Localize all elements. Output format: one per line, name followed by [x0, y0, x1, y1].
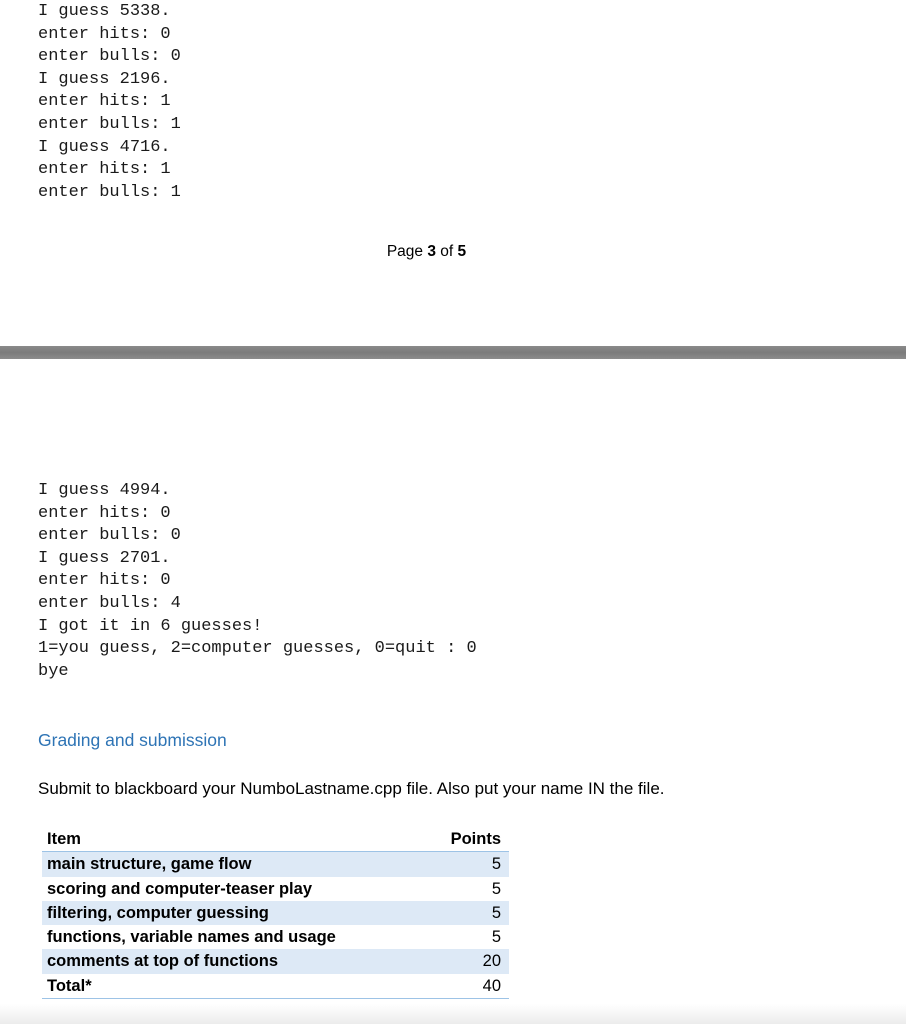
console-output-top — [38, 1, 181, 204]
item-cell: comments at top of functions — [42, 949, 427, 973]
code-line: enter hits: 0 — [38, 571, 171, 591]
code-line: I guess 4994. — [38, 481, 171, 500]
item-cell: Total* — [42, 974, 427, 999]
code-line: I guess 2196. — [38, 69, 171, 89]
page-total: 5 — [457, 243, 467, 260]
code-line: enter hits: 1 — [38, 160, 171, 180]
table-header-row — [42, 827, 509, 852]
code-line: enter bulls: 0 — [38, 526, 181, 546]
page-number-footer — [0, 243, 853, 261]
item-cell: functions, variable names and usage — [47, 928, 336, 947]
code-line: enter bulls: 0 — [38, 47, 181, 67]
code-line: I guess 2701. — [38, 548, 171, 568]
code-line: enter hits: 0 — [38, 503, 171, 523]
item-cell: main structure, game flow — [42, 852, 427, 877]
code-line: I guess 5338. — [38, 2, 171, 21]
points-cell: 5 — [427, 901, 509, 925]
total-row — [42, 974, 509, 999]
table-row — [42, 949, 509, 973]
table-row — [42, 901, 509, 925]
points-cell: 5 — [427, 852, 509, 877]
item-column-header: Item — [42, 827, 427, 852]
points-cell: 20 — [427, 949, 509, 973]
code-line: enter hits: 1 — [38, 92, 171, 112]
code-line: bye — [38, 661, 69, 681]
item-cell: filtering, computer guessing — [42, 901, 427, 925]
code-line: enter hits: 0 — [38, 24, 171, 44]
points-cell: 5 — [491, 928, 501, 947]
console-output-bottom — [38, 480, 477, 683]
code-line: enter bulls: 1 — [38, 114, 181, 134]
item-cell: scoring and computer-teaser play — [47, 879, 312, 898]
points-cell: 40 — [427, 974, 509, 999]
section-heading: Grading and submission — [38, 730, 227, 750]
code-line: I guess 4716. — [38, 137, 171, 157]
points-cell: 5 — [491, 879, 501, 898]
submission-instruction: Submit to blackboard your NumboLastname.cpp file. Also put your name IN the file. — [38, 779, 665, 798]
table-row — [42, 852, 509, 877]
code-line: 1=you guess, 2=computer guesses, 0=quit : 0 — [38, 639, 477, 659]
code-line: enter bulls: 1 — [38, 182, 181, 202]
table-row — [42, 925, 509, 949]
page-of-label: of — [435, 243, 458, 260]
code-line: I got it in 6 guesses! — [38, 616, 263, 636]
page-divider — [0, 346, 906, 359]
code-line: enter bulls: 4 — [38, 593, 181, 613]
points-column-header: Points — [427, 827, 509, 852]
page-label: Page — [386, 243, 428, 260]
grading-table — [42, 827, 509, 999]
viewer-bottom-edge — [0, 1004, 906, 1024]
page-current: 3 — [427, 243, 436, 260]
table-row — [42, 877, 509, 901]
